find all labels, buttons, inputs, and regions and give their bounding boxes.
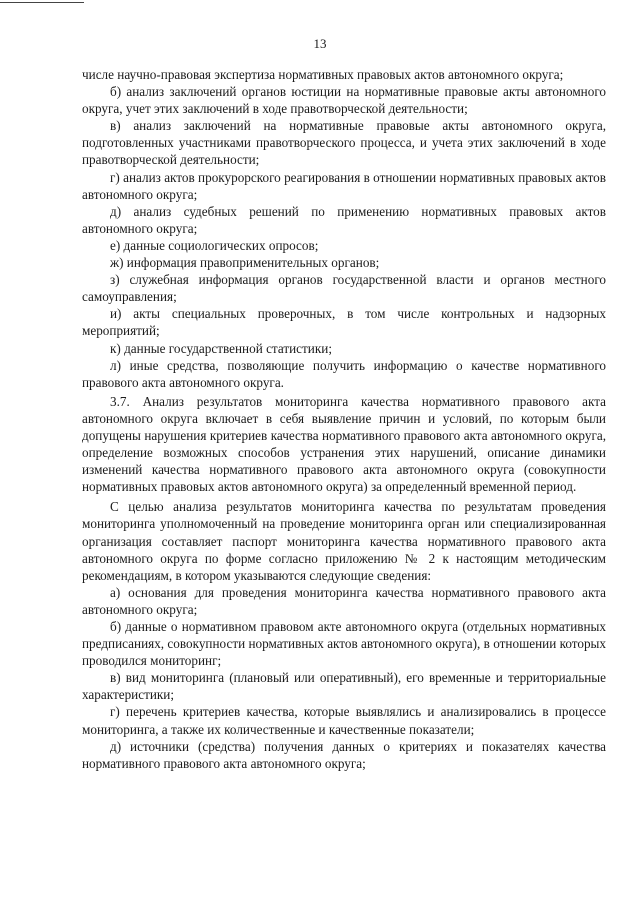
list-item-v: в) анализ заключений на нормативные правовые акты автономного округа, подготовленных участниками правотворческого процесса, и учета этих заключений в ходе правотворческой деятельности; [82, 118, 606, 168]
list-item-i: и) акты специальных проверочных, в том числе контрольных и надзорных мероприятий; [82, 306, 606, 339]
passport-item-g: г) перечень критериев качества, которые выявлялись и анализировались в процессе мониторинга, а также их количественные и качественные показатели; [82, 704, 606, 737]
passport-item-d: д) источники (средства) получения данных о критериях и показателях качества нормативного правового акта автономного округа; [82, 738, 606, 771]
list-item-l: л) иные средства, позволяющие получить информацию о качестве нормативного правового акта автономного округа. [82, 357, 606, 390]
paragraph-passport: С целью анализа результатов мониторинга качества по результатам проведения мониторинга уполномоченный на проведение мониторинга орган или специализированная организация составляет паспорт мониторинга качества нормативного правового акта автономного округа по форме согласно приложению № 2 к настоящим методическим рекомендациям, в котором указываются следующие сведения: [82, 499, 606, 583]
list-item-g: г) анализ актов прокурорского реагирования в отношении нормативных правовых актов автономного округа; [82, 169, 606, 202]
passport-item-a: а) основания для проведения мониторинга качества нормативного правового акта автономного округа; [82, 584, 606, 617]
paragraph-continuation: числе научно-правовая экспертиза нормативных правовых актов автономного округа; [82, 67, 564, 82]
list-item-e: е) данные социологических опросов; [110, 237, 319, 253]
passport-item-b: б) данные о нормативном правовом акте автономного округа (отдельных нормативных предписаниях, совокупности нормативных актов автономного округа), в отношении которых проводился мониторинг; [82, 619, 606, 669]
section-3-7: 3.7. Анализ результатов мониторинга качества нормативного правового акта автономного округа включает в себя выявление причин и условий, по которым были допущены нарушения критериев качества нормативного правового акта автономного округа, определение возможных способов устранения этих нарушений, описание динамики изменений качества нормативного правового акта автономного округа (совокупности нормативных правовых актов автономного округа) за определенный временной период. [82, 393, 606, 495]
page-number: 13 [313, 36, 327, 51]
list-item-k: к) данные государственной статистики; [110, 340, 332, 356]
passport-item-v: в) вид мониторинга (плановый или оперативный), его временные и территориальные характеристики; [82, 670, 606, 703]
document-body [82, 66, 606, 772]
header-rule [0, 2, 84, 3]
list-item-z: з) служебная информация органов государственной власти и органов местного самоуправления; [82, 272, 606, 305]
list-item-zh: ж) информация правоприменительных органов; [110, 255, 380, 271]
list-item-b: б) анализ заключений органов юстиции на нормативные правовые акты автономного округа, учет этих заключений в ходе правотворческой деятельности; [82, 84, 606, 117]
list-item-d: д) анализ судебных решений по применению нормативных правовых актов автономного округа; [82, 203, 606, 236]
